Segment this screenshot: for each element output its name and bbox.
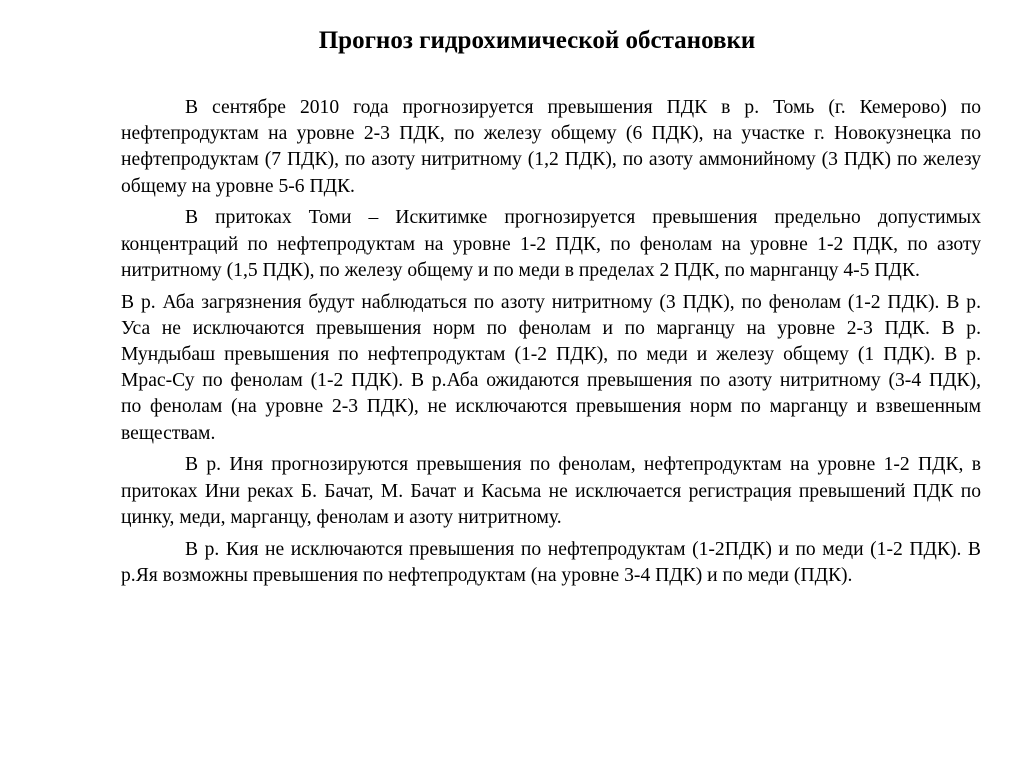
paragraph-line: общему на уровне 5-6 ПДК. xyxy=(121,175,355,197)
paragraph-line: Мундыбаш превышения по нефтепродуктам (1-2 ПДК), по меди и железу общему (1 ПДК). В р. xyxy=(121,344,981,366)
paragraph-line: р.Яя возможны превышения по нефтепродуктам (на уровне 3-4 ПДК) и по меди (ПДК). xyxy=(121,564,853,586)
paragraph-aba-usa-mundybash-mras-su xyxy=(121,290,981,447)
paragraph-line: В р. Кия не исключаются превышения по нефтепродуктам (1-2ПДК) и по меди (1-2 ПДК). В xyxy=(185,538,981,560)
paragraph-line: Мрас-Су по фенолам (1-2 ПДК). В р.Аба ожидаются превышения по азоту нитритному (3-4 ПДК), xyxy=(121,370,981,392)
document-body xyxy=(121,95,981,595)
paragraph-tom-river xyxy=(121,95,981,200)
paragraph-line: цинку, меди, марганцу, фенолам и азоту нитритному. xyxy=(121,506,562,528)
page-title: Прогноз гидрохимической обстановки xyxy=(318,27,756,54)
paragraph-inya-river xyxy=(121,452,981,531)
paragraph-line: нефтепродуктам на уровне 2-3 ПДК, по железу общему (6 ПДК), на участке г. Новокузнецка по xyxy=(121,123,981,145)
paragraph-line: по фенолам (на уровне 2-3 ПДК), не исключаются превышения норм по марганцу и взвешенным xyxy=(121,396,981,418)
paragraph-line: концентраций по нефтепродуктам на уровне 1-2 ПДК, по фенолам на уровне 1-2 ПДК, по азоту xyxy=(121,233,981,255)
paragraph-line: В р. Аба загрязнения будут наблюдаться по азоту нитритному (3 ПДК), по фенолам (1-2 ПДК). В р. xyxy=(121,291,981,313)
paragraph-line: Уса не исключаются превышения норм по фенолам и по марганцу на уровне 2-3 ПДК. В р. xyxy=(121,317,981,339)
paragraph-line: притоках Ини реках Б. Бачат, М. Бачат и Касьма не исключается регистрация превышений ПДК по xyxy=(121,480,981,502)
paragraph-line: В притоках Томи – Искитимке прогнозируется превышения предельно допустимых xyxy=(185,207,981,229)
paragraph-line: нитритному (1,5 ПДК), по железу общему и по меди в пределах 2 ПДК, по марнганцу 4-5 ПДК. xyxy=(121,259,920,281)
paragraph-line: В сентябре 2010 года прогнозируется превышения ПДК в р. Томь (г. Кемерово) по xyxy=(185,97,981,118)
paragraph-line: нефтепродуктам (7 ПДК), по азоту нитритному (1,2 ПДК), по азоту аммонийному (3 ПДК) по железу xyxy=(121,149,981,171)
paragraph-kiya-yaya-rivers xyxy=(121,537,981,589)
paragraph-tom-tributaries xyxy=(121,205,981,284)
paragraph-line: В р. Иня прогнозируются превышения по фенолам, нефтепродуктам на уровне 1-2 ПДК, в xyxy=(185,454,981,476)
paragraph-line: веществам. xyxy=(121,422,216,444)
